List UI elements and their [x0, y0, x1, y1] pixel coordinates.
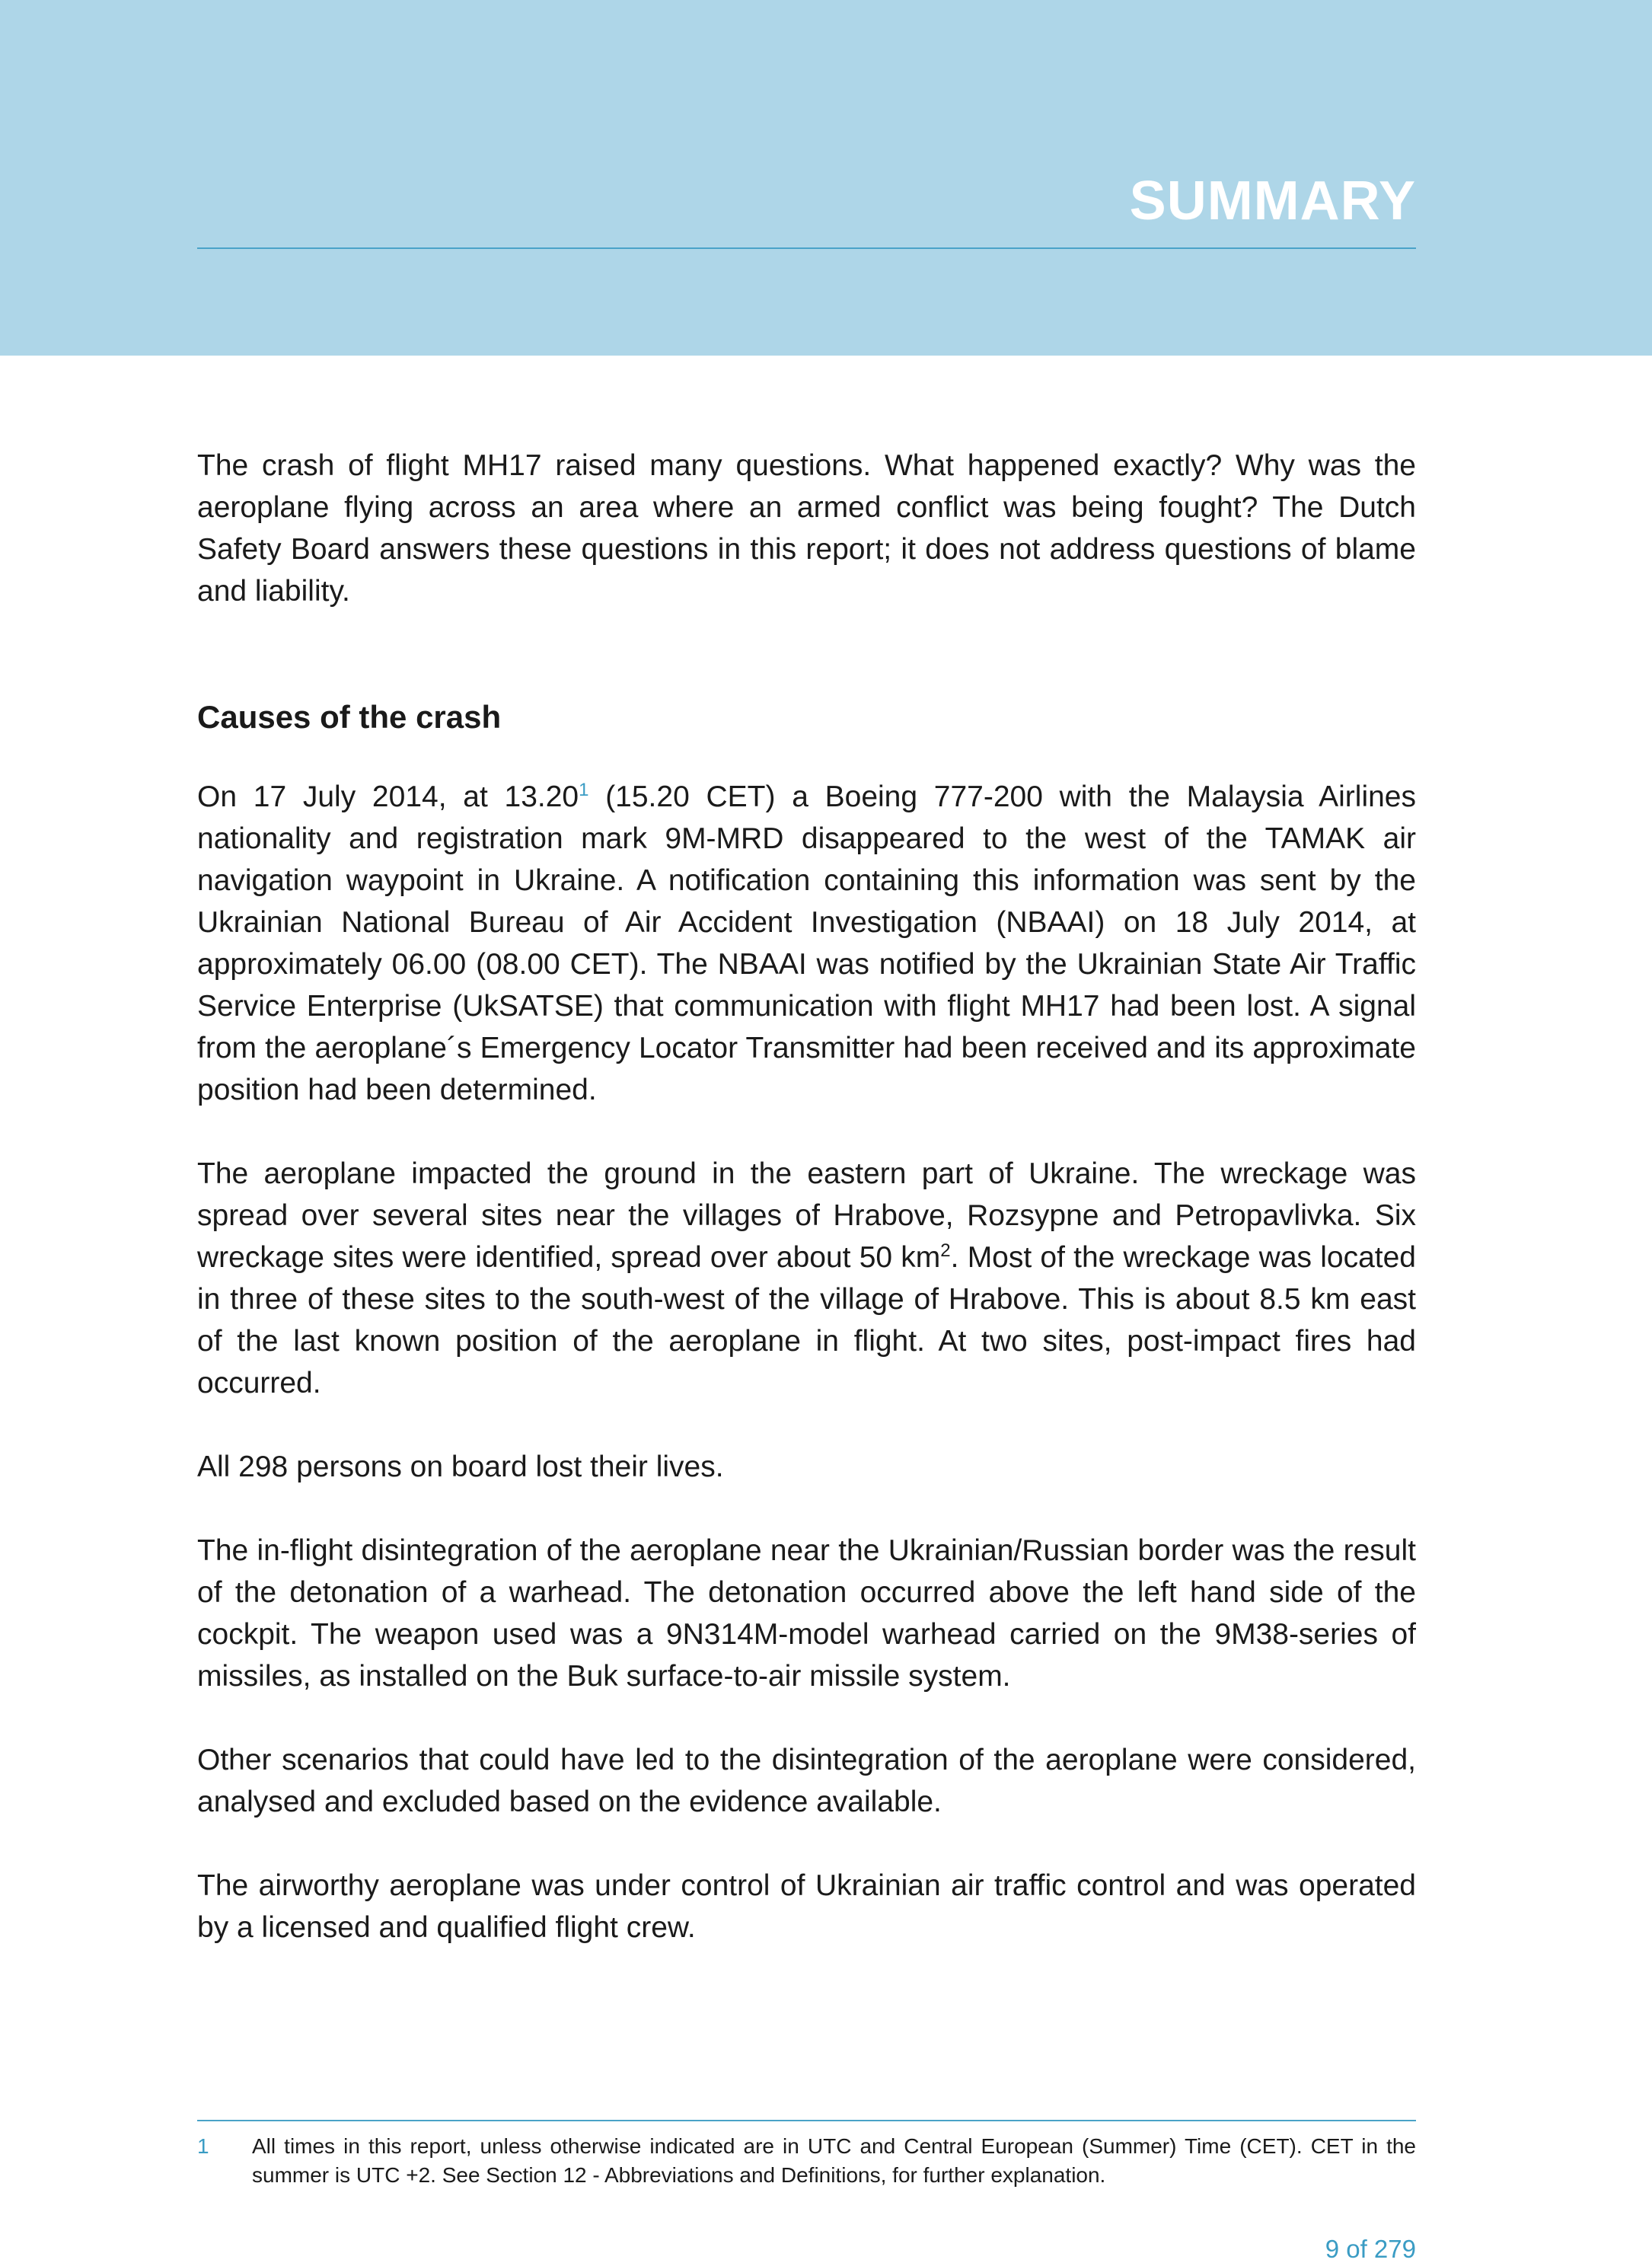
header-divider [197, 247, 1416, 249]
footnote [197, 2132, 1416, 2190]
paragraph-1-text-a: On 17 July 2014, at 13.20 [197, 780, 579, 813]
paragraph-6: The airworthy aeroplane was under control of Ukrainian air traffic control and was operated by a licensed and qualified flight crew. [197, 1869, 1416, 1944]
section-heading: Causes of the crash [197, 699, 502, 735]
main-content [197, 445, 1416, 1990]
page-title: SUMMARY [1129, 171, 1416, 231]
header-band [0, 0, 1652, 356]
paragraph-2-text-b: . Most of the wreckage was located in three of these sites to the south-west of the village of Hrabove. This is about 8.5 km east of the last known position of the aeroplane in flight. At two sites, post-impact fires had occurred. [197, 1241, 1416, 1399]
intro-paragraph: The crash of flight MH17 raised many questions. What happened exactly? Why was the aeroplane flying across an area where an armed conflict was being fought? The Dutch Safety Board answers these questions in this report; it does not address questions of blame and liability. [197, 449, 1416, 608]
footnote-divider [197, 2120, 1416, 2121]
footnote-reference-link[interactable]: 1 [579, 780, 589, 800]
paragraph-4: The in-flight disintegration of the aeroplane near the Ukrainian/Russian border was the result of the detonation of a warhead. The detonation occurred above the left hand side of the cockpit. The weapon used was a 9N314M-model warhead carried on the 9M38-series of missiles, as installed on the Buk surface-to-air missile system. [197, 1534, 1416, 1693]
paragraph-1-text-b: (15.20 CET) a Boeing 777-200 with the Malaysia Airlines nationality and registration mark 9M-MRD disappeared to the west of the TAMAK air navigation waypoint in Ukraine. A notification containing this information was sent by the Ukrainian National Bureau of Air Accident Investigation (NBAAI) on 18 July 2014, at approximately 06.00 (08.00 CET). The NBAAI was notified by the Ukrainian State Air Traffic Service Enterprise (UkSATSE) that communication with flight MH17 had been lost. A signal from the aeroplane´s Emergency Locator Transmitter had been received and its approximate position had been determined. [197, 780, 1416, 1106]
superscript-exponent: 2 [940, 1240, 951, 1261]
footnote-number: 1 [197, 2134, 209, 2158]
paragraph-2-text-a: The aeroplane impacted the ground in the eastern part of Ukraine. The wreckage was spread over several sites near the villages of Hrabove, Rozsypne and Petropavlivka. Six wreckage sites were identified, spread over about 50 km [197, 1157, 1416, 1274]
paragraph-2 [197, 1153, 1416, 1404]
paragraph-1 [197, 776, 1416, 1111]
footnote-text: All times in this report, unless otherwise indicated are in UTC and Central European (Summer) Time (CET). CET in the summer is UTC +2. See Section 12 - Abbreviations and Definitions, for further explanation. [252, 2134, 1416, 2187]
page-number: 9 of 279 [1325, 2235, 1416, 2263]
paragraph-5: Other scenarios that could have led to the disintegration of the aeroplane were considered, analysed and excluded based on the evidence available. [197, 1744, 1416, 1818]
paragraph-3: All 298 persons on board lost their lives. [197, 1451, 724, 1483]
